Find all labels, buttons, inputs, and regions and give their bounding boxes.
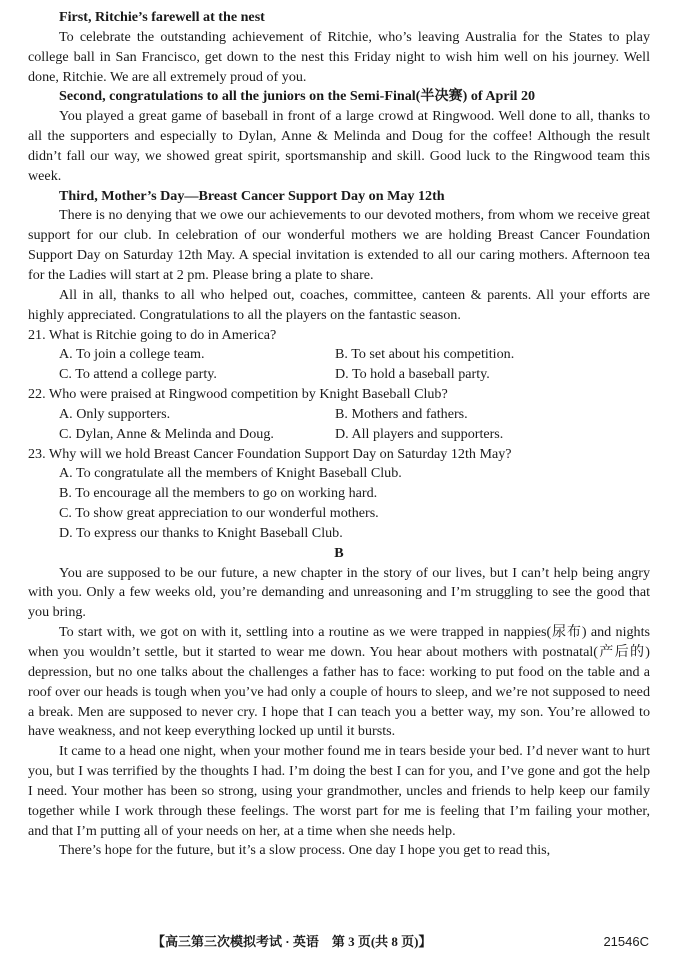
page-footer [0, 932, 677, 952]
passage-b-paragraph-2: To start with, we got on with it, settling into a routine as we were trapped in nappies(尿布) and nights when you wouldn’t settle, but it started to wear me down. You hear about mothers with postnatal(产后的) depression, but no one talks about the challenges a father has to face: working to put food on the table and a roof over our heads is tough when you’ve had only a couple of hours to sleep, and we’re not supposed to need a break. Men are supposed to never cry. I hope that I can teach you a better way, my son. You’re allowed to have weakness, and not keep everything locked up until it bursts. [28, 624, 650, 740]
section3-body: There is no denying that we owe our achievements to our devoted mothers, from whom we receive great support for our club. In celebration of our wonderful mothers we are holding Breast Cancer Foundation Support Day on Saturday 12th May. A special invitation is extended to all our caring mothers. Afternoon tea for the Ladies will start at 2 pm. Please bring a plate to share. [28, 207, 650, 283]
option-a: A. Only supporters. [59, 405, 171, 422]
option-d: D. To express our thanks to Knight Baseball Club. [59, 524, 343, 541]
option-b: B. To encourage all the members to go on working hard. [59, 485, 378, 502]
question-stem: 23. Why will we hold Breast Cancer Foundation Support Day on Saturday 12th May? [28, 445, 512, 462]
footer-code: 21546C [603, 934, 649, 949]
option-c: C. To attend a college party. [59, 366, 217, 383]
passage-b-paragraph-3: It came to a head one night, when your mother found me in tears beside your bed. I’d never want to hurt you, but I was terrified by the thoughts I had. I’m doing the best I can for you, and I’ve gone and got the help I need. Your mother has been so strong, using your grandmother, uncles and friends to help keep our family together while I work through these feelings. The worst part for me is feeling that I’m failing your mother, and that I’m putting all of your needs on her, at a time when she needs help. [28, 743, 650, 839]
option-d: D. All players and supporters. [335, 425, 504, 442]
options-row [28, 405, 650, 425]
option-a: A. To congratulate all the members of Knight Baseball Club. [59, 465, 402, 482]
passage-b-paragraph-4: There’s hope for the future, but it’s a slow process. One day I hope you get to read this, [59, 842, 551, 859]
section1-body: To celebrate the outstanding achievement of Ritchie, who’s leaving Australia for the States to play college ball in San Francisco, get down to the nest this Friday night to wish him well on his journey. Well done, Ritchie. We are all extremely proud of you. [28, 28, 650, 85]
closing-paragraph: All in all, thanks to all who helped out, coaches, committee, canteen & parents. All your efforts are highly appreciated. Congratulations to all the players on the fantastic season. [28, 286, 650, 323]
question-stem: 22. Who were praised at Ringwood competition by Knight Baseball Club? [28, 386, 448, 403]
passage-b-paragraph-1: You are supposed to be our future, a new chapter in the story of our lives, but I can’t help being angry with you. Only a few weeks old, you’re demanding and unreasoning and I’m struggling to see the good that you bring. [28, 564, 650, 621]
options-row [28, 365, 650, 385]
option-b: B. To set about his competition. [335, 346, 515, 363]
section3-heading: Third, Mother’s Day—Breast Cancer Support Day on May 12th [59, 187, 445, 204]
section2-body: You played a great game of baseball in front of a large crowd at Ringwood. Well done to all, thanks to all the supporters and especially to Dylan, Anne & Melinda and Doug for the coffee! Although the result didn’t fall our way, we showed great spirit, sportsmanship and skill. Good luck to the Ringwood team this week. [28, 108, 650, 184]
option-c: C. To show great appreciation to our wonderful mothers. [59, 505, 379, 522]
section1-heading: First, Ritchie’s farewell at the nest [59, 9, 265, 25]
option-c: C. Dylan, Anne & Melinda and Doug. [59, 425, 274, 442]
option-d: D. To hold a baseball party. [335, 366, 490, 383]
question-23 [28, 445, 650, 544]
question-22 [28, 385, 650, 445]
passage-b-letter: B [334, 544, 344, 561]
section2-heading: Second, congratulations to all the juniors on the Semi-Final(半决赛) of April 20 [59, 88, 536, 105]
options-row [28, 345, 650, 365]
question-stem: 21. What is Ritchie going to do in America? [28, 326, 277, 343]
option-a: A. To join a college team. [59, 346, 205, 363]
question-21 [28, 326, 650, 386]
footer-exam-title: 【高三第三次模拟考试 · 英语 第 3 页(共 8 页)】 [152, 934, 432, 949]
options-row [28, 425, 650, 445]
option-b: B. Mothers and fathers. [335, 405, 468, 422]
